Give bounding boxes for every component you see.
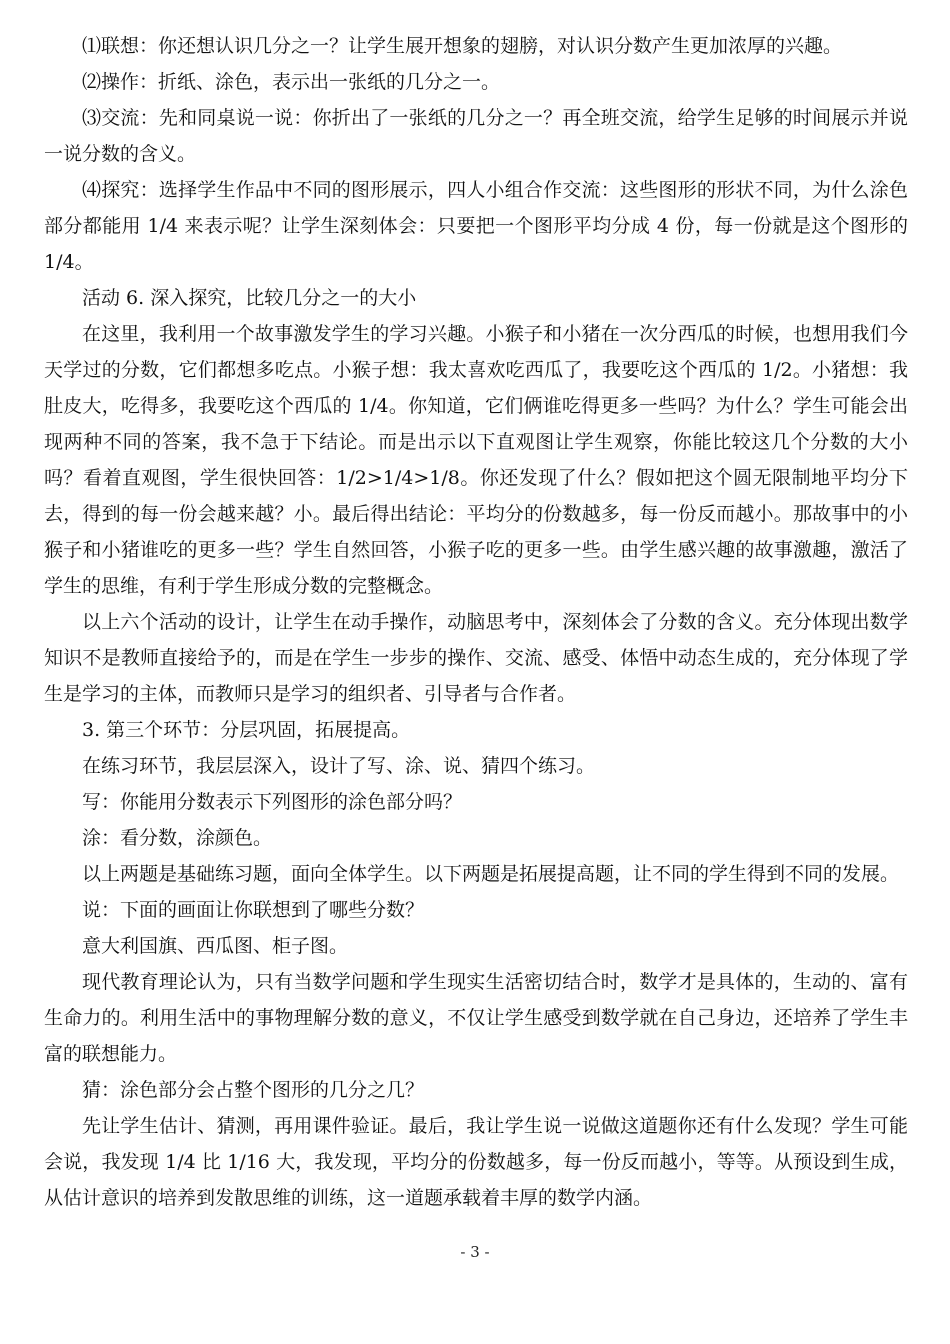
paragraph-paint: 涂：看分数，涂颜色。: [82, 827, 273, 849]
paragraph-basic-note: 以上两题是基础练习题，面向全体学生。以下两题是拓展提高题，让不同的学生得到不同的发展。: [82, 863, 900, 885]
paragraph-theory: 现代教育理论认为，只有当数学问题和学生现实生活密切结合时，数学才是具体的，生动的、富有生命力的。利用生活中的事物理解分数的意义，不仅让学生感受到数学就在自己身边，还培养了学生丰富的联想能力。: [44, 971, 908, 1065]
paragraph-summary: 以上六个活动的设计，让学生在动手操作，动脑思考中，深刻体会了分数的含义。充分体现出数学知识不是教师直接给予的，而是在学生一步步的操作、交流、感受、体悟中动态生成的，充分体现了学生是学习的主体，而教师只是学习的组织者、引导者与合作者。: [44, 611, 908, 705]
activity-6-heading: 活动 6. 深入探究，比较几分之一的大小: [82, 287, 417, 309]
paragraph-exploration: ⑷探究：选择学生作品中不同的图形展示，四人小组合作交流：这些图形的形状不同，为什么涂色部分都能用 1/4 来表示呢？让学生深刻体会：只要把一个图形平均分成 4 份，每一份就是这个图形的 1/4。: [44, 179, 908, 273]
paragraph-say: 说：下面的画面让你联想到了哪些分数？: [82, 899, 425, 921]
paragraph-write: 写：你能用分数表示下列图形的涂色部分吗？: [82, 791, 463, 813]
paragraph-association: ⑴联想：你还想认识几分之一？让学生展开想象的翅膀，对认识分数产生更加浓厚的兴趣。: [82, 35, 843, 57]
document-body: [44, 28, 908, 1216]
paragraph-practice-intro: 在练习环节，我层层深入，设计了写、涂、说、猜四个练习。: [82, 755, 596, 777]
paragraph-story: 在这里，我利用一个故事激发学生的学习兴趣。小猴子和小猪在一次分西瓜的时候，也想用我们今天学过的分数，它们都想多吃点。小猴子想：我太喜欢吃西瓜了，我要吃这个西瓜的 1/2。小猪想：我肚皮大，吃得多，我要吃这个西瓜的 1/4。你知道，它们俩谁吃得更多一些吗？为什么？学生可能会出现两种不同的答案，我不急于下结论。而是出示以下直观图让学生观察，你能比较这几个分数的大小吗？看着直观图，学生很快回答：1/2>1/4>1/8。你还发现了什么？假如把这个圆无限制地平均分下去，得到的每一份会越来越？小。最后得出结论：平均分的份数越多，每一份反而越小。那故事中的小猴子和小猪谁吃的更多一些？学生自然回答，小猴子吃的更多一些。由学生感兴趣的故事激趣，激活了学生的思维，有利于学生形成分数的完整概念。: [44, 323, 908, 597]
paragraph-estimate: 先让学生估计、猜测，再用课件验证。最后，我让学生说一说做这道题你还有什么发现？学生可能会说，我发现 1/4 比 1/16 大，我发现，平均分的份数越多，每一份反而越小，等等。从预设到生成，从估计意识的培养到发散思维的训练，这一道题承载着丰厚的数学内涵。: [44, 1115, 908, 1209]
page-number: - 3 -: [460, 1243, 490, 1261]
paragraph-communication: ⑶交流：先和同桌说一说：你折出了一张纸的几分之一？再全班交流，给学生足够的时间展示并说一说分数的含义。: [44, 107, 908, 165]
paragraph-operation: ⑵操作：折纸、涂色，表示出一张纸的几分之一。: [82, 71, 501, 93]
paragraph-pictures: 意大利国旗、西瓜图、柜子图。: [82, 935, 349, 957]
section-3-heading: 3. 第三个环节：分层巩固，拓展提高。: [82, 719, 411, 741]
paragraph-guess: 猜：涂色部分会占整个图形的几分之几？: [82, 1079, 425, 1101]
